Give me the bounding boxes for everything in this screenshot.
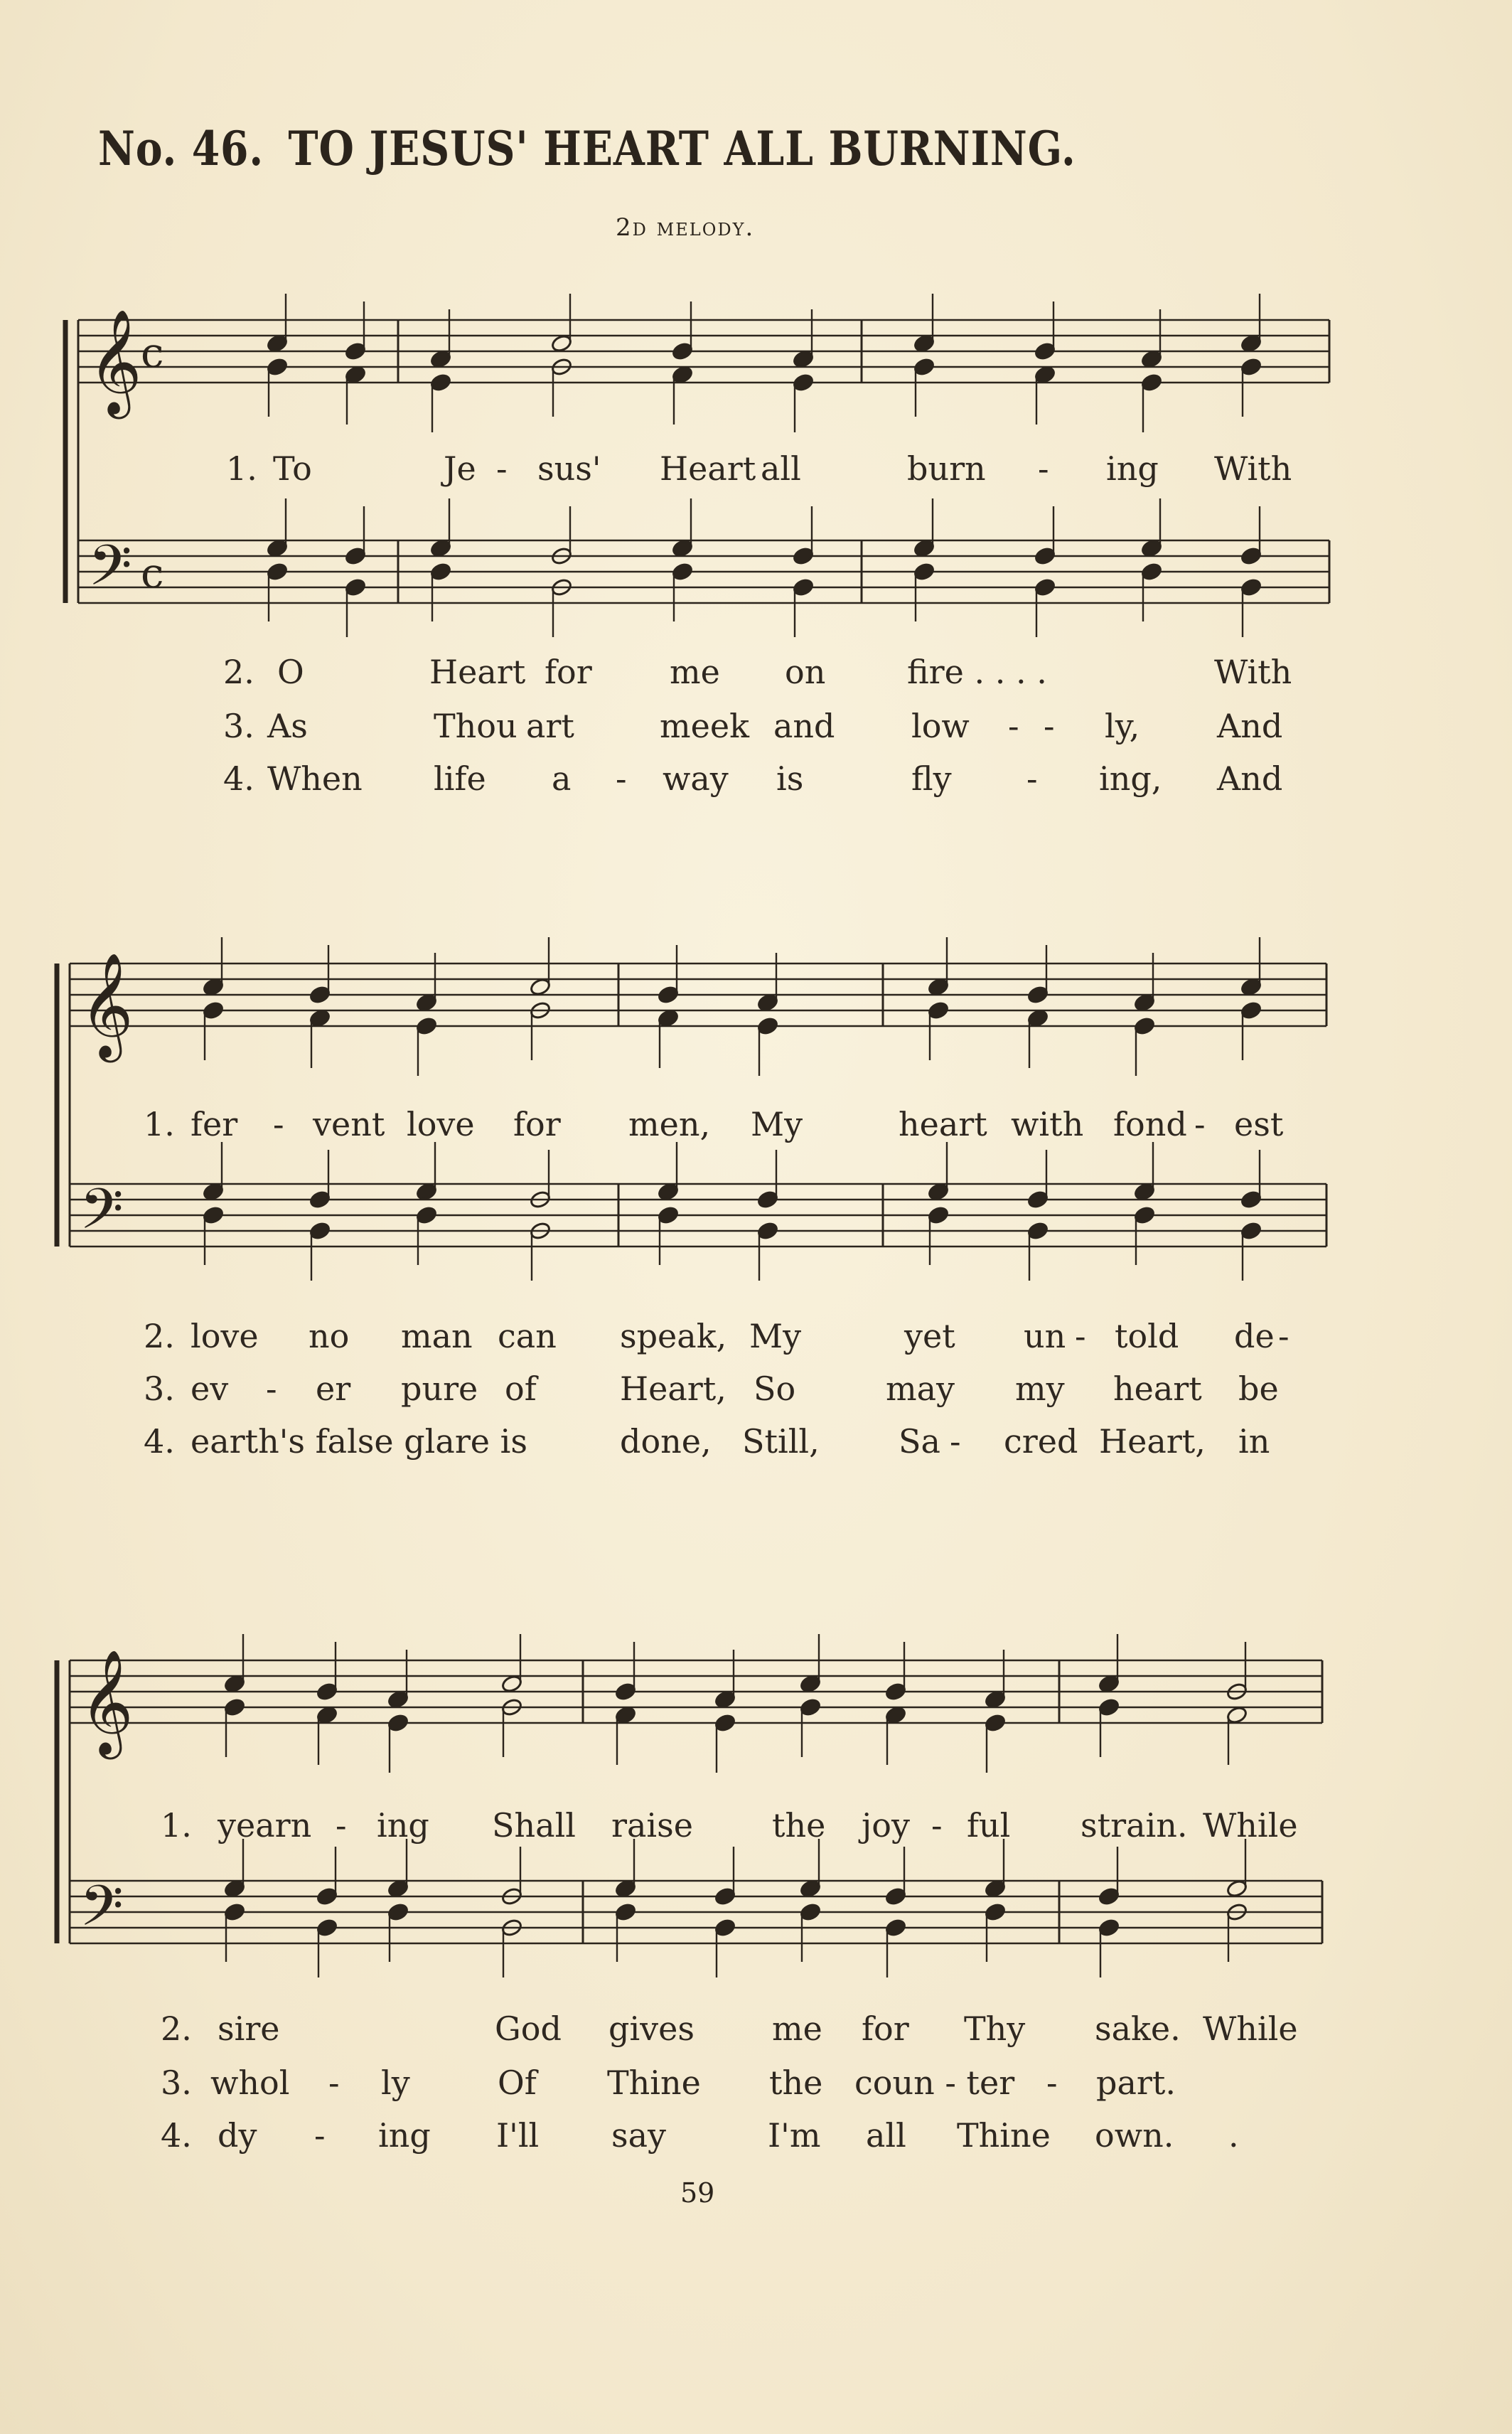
lyric-syllable: 1. <box>226 449 257 488</box>
lyric-syllable: Thine <box>607 2064 701 2102</box>
system-3-treble-clef: 𝄞 <box>80 1649 134 1755</box>
lyric-syllable: love <box>407 1105 475 1143</box>
lyric-syllable: 4. <box>223 759 254 798</box>
lyric-syllable: pure <box>401 1370 478 1408</box>
lyric-syllable: I'll <box>496 2116 540 2155</box>
lyric-syllable: Shall <box>492 1806 576 1845</box>
lyric-syllable: Je <box>444 449 476 488</box>
lyric-syllable: raise <box>611 1806 693 1845</box>
lyric-syllable: for <box>545 653 592 691</box>
lyric-syllable: Heart <box>429 653 526 691</box>
lyric-syllable: speak, <box>620 1317 727 1355</box>
lyric-syllable: . <box>1228 2116 1239 2155</box>
lyric-syllable: er <box>316 1370 351 1408</box>
lyric-syllable: - <box>1046 2064 1058 2102</box>
lyric-syllable: ing <box>1106 449 1159 488</box>
lyric-syllable: dy <box>218 2116 257 2155</box>
lyric-syllable: vent <box>313 1105 385 1143</box>
lyric-syllable: me <box>772 2009 822 2048</box>
lyric-syllable: Thou <box>434 707 518 745</box>
lyric-syllable: 2. <box>223 653 254 691</box>
lyric-syllable: gives <box>608 2009 695 2048</box>
hymn-subtitle: 2d melody. <box>616 213 755 242</box>
lyric-syllable: ing <box>377 1806 429 1845</box>
lyric-syllable: O <box>277 653 304 691</box>
lyric-syllable: earth's false glare is <box>191 1422 527 1461</box>
lyric-syllable: - <box>1278 1317 1290 1355</box>
lyric-syllable: est <box>1234 1105 1284 1143</box>
lyric-syllable: ly, <box>1105 707 1140 745</box>
lyric-syllable: ing <box>378 2116 431 2155</box>
lyric-syllable: heart <box>899 1105 987 1143</box>
lyric-syllable: ful <box>967 1806 1011 1845</box>
lyric-syllable: in <box>1238 1422 1270 1461</box>
lyric-syllable: own. <box>1095 2116 1174 2155</box>
lyric-syllable: joy <box>862 1806 910 1845</box>
lyric-syllable: 3. <box>161 2064 192 2102</box>
lyric-syllable: - <box>496 449 508 488</box>
lyric-syllable: - <box>328 2064 340 2102</box>
lyric-syllable: man <box>401 1317 473 1355</box>
lyric-syllable: the <box>772 1806 826 1845</box>
lyric-syllable: for <box>862 2009 909 2048</box>
lyric-syllable: So <box>754 1370 796 1408</box>
lyric-syllable: Thine <box>957 2116 1051 2155</box>
system-1-treble-clef: 𝄞 <box>88 309 142 415</box>
lyric-syllable: Still, <box>742 1422 820 1461</box>
lyric-syllable: part. <box>1096 2064 1176 2102</box>
lyric-syllable: My <box>749 1317 802 1355</box>
lyric-syllable: 2. <box>161 2009 192 2048</box>
lyric-syllable: be <box>1238 1370 1279 1408</box>
lyric-syllable: - <box>1075 1317 1086 1355</box>
lyric-syllable: 3. <box>144 1370 175 1408</box>
lyric-syllable: can <box>498 1317 557 1355</box>
lyric-syllable: strain. <box>1081 1806 1188 1845</box>
lyric-syllable: Heart, <box>620 1370 726 1408</box>
lyric-syllable: heart <box>1113 1370 1202 1408</box>
lyric-syllable: cred <box>1004 1422 1078 1461</box>
lyric-syllable: low <box>911 707 970 745</box>
system-1-bass-clef: 𝄢 <box>88 533 132 612</box>
lyric-syllable: 2. <box>144 1317 175 1355</box>
lyric-syllable: Heart <box>660 449 756 488</box>
lyric-syllable: - <box>1026 759 1038 798</box>
lyric-syllable: God <box>495 2009 562 2048</box>
lyric-syllable: My <box>751 1105 803 1143</box>
lyric-syllable: whol <box>210 2064 290 2102</box>
lyric-syllable: done, <box>620 1422 712 1461</box>
lyric-syllable: - <box>931 1806 943 1845</box>
lyric-syllable: To <box>273 449 312 488</box>
lyric-syllable: on <box>785 653 826 691</box>
lyric-syllable: - <box>266 1370 277 1408</box>
lyric-syllable: burn <box>907 449 986 488</box>
lyric-syllable: way <box>663 759 729 798</box>
hymn-number: No. 46. <box>98 121 264 176</box>
lyric-syllable: life <box>434 759 486 798</box>
lyric-syllable: fer <box>191 1105 238 1143</box>
lyric-syllable: With <box>1214 449 1292 488</box>
lyric-syllable: all <box>761 449 801 488</box>
lyric-syllable: meek <box>660 707 749 745</box>
lyric-syllable: While <box>1203 1806 1298 1845</box>
lyric-syllable: say <box>611 2116 667 2155</box>
lyric-syllable: is <box>776 759 804 798</box>
lyric-syllable: And <box>1217 759 1283 798</box>
lyric-syllable: a <box>552 759 572 798</box>
lyric-syllable: un <box>1024 1317 1066 1355</box>
lyric-syllable: love <box>191 1317 259 1355</box>
lyric-syllable: Thy <box>964 2009 1026 2048</box>
page-number: 59 <box>680 2177 715 2209</box>
lyric-syllable: de <box>1234 1317 1275 1355</box>
lyric-syllable: - <box>1044 707 1055 745</box>
lyric-syllable: I'm <box>768 2116 821 2155</box>
lyric-syllable: Of <box>498 2064 537 2102</box>
lyric-syllable: - <box>273 1105 284 1143</box>
lyric-syllable: me <box>670 653 720 691</box>
lyric-syllable: for <box>513 1105 561 1143</box>
lyric-syllable: 1. <box>144 1105 175 1143</box>
lyric-syllable: - <box>314 2116 326 2155</box>
lyric-syllable: 1. <box>161 1806 192 1845</box>
lyric-syllable: Heart, <box>1099 1422 1206 1461</box>
lyric-syllable: my <box>1015 1370 1065 1408</box>
lyric-syllable: When <box>267 759 363 798</box>
lyric-syllable: sus' <box>537 449 601 488</box>
system-1-time-signature-bass: c <box>141 549 164 597</box>
lyric-syllable: the <box>769 2064 823 2102</box>
lyric-syllable: sake. <box>1095 2009 1181 2048</box>
lyric-syllable: no <box>309 1317 350 1355</box>
lyric-syllable: fire . . . . <box>907 653 1047 691</box>
lyric-syllable: With <box>1214 653 1292 691</box>
lyric-syllable: And <box>1217 707 1283 745</box>
lyric-syllable: While <box>1203 2009 1298 2048</box>
lyric-syllable: sire <box>218 2009 280 2048</box>
lyric-syllable: may <box>886 1370 955 1408</box>
lyric-syllable: - <box>616 759 627 798</box>
lyric-syllable: art <box>526 707 574 745</box>
lyric-syllable: men, <box>628 1105 711 1143</box>
lyric-syllable: 4. <box>161 2116 192 2155</box>
lyric-syllable: - <box>1008 707 1019 745</box>
hymn-title: TO JESUS' HEART ALL BURNING. <box>288 121 1076 176</box>
lyric-syllable: coun - ter <box>854 2064 1015 2102</box>
lyric-syllable: yearn <box>218 1806 312 1845</box>
lyric-syllable: with <box>1011 1105 1084 1143</box>
lyric-syllable: - <box>1194 1105 1206 1143</box>
lyric-syllable: all <box>866 2116 906 2155</box>
system-2-treble-clef: 𝄞 <box>80 952 134 1058</box>
lyric-syllable: told <box>1115 1317 1179 1355</box>
lyric-syllable: - <box>1038 449 1049 488</box>
lyric-syllable: and <box>773 707 835 745</box>
lyric-syllable: yet <box>904 1317 955 1355</box>
lyric-syllable: Sa <box>899 1422 940 1461</box>
lyric-syllable: 4. <box>144 1422 175 1461</box>
lyric-syllable: As <box>267 707 308 745</box>
lyric-syllable: of <box>505 1370 537 1408</box>
lyric-syllable: ev <box>191 1370 229 1408</box>
lyric-syllable: 3. <box>223 707 254 745</box>
system-2-bass-clef: 𝄢 <box>80 1176 124 1256</box>
lyric-syllable: - <box>336 1806 347 1845</box>
lyric-syllable: ly <box>381 2064 410 2102</box>
system-3-bass-clef: 𝄢 <box>80 1873 124 1953</box>
lyric-syllable: fond <box>1113 1105 1187 1143</box>
lyric-syllable: fly <box>911 759 952 798</box>
system-1-time-signature-treble: c <box>141 329 164 377</box>
lyric-syllable: - <box>950 1422 961 1461</box>
lyric-syllable: ing, <box>1099 759 1162 798</box>
